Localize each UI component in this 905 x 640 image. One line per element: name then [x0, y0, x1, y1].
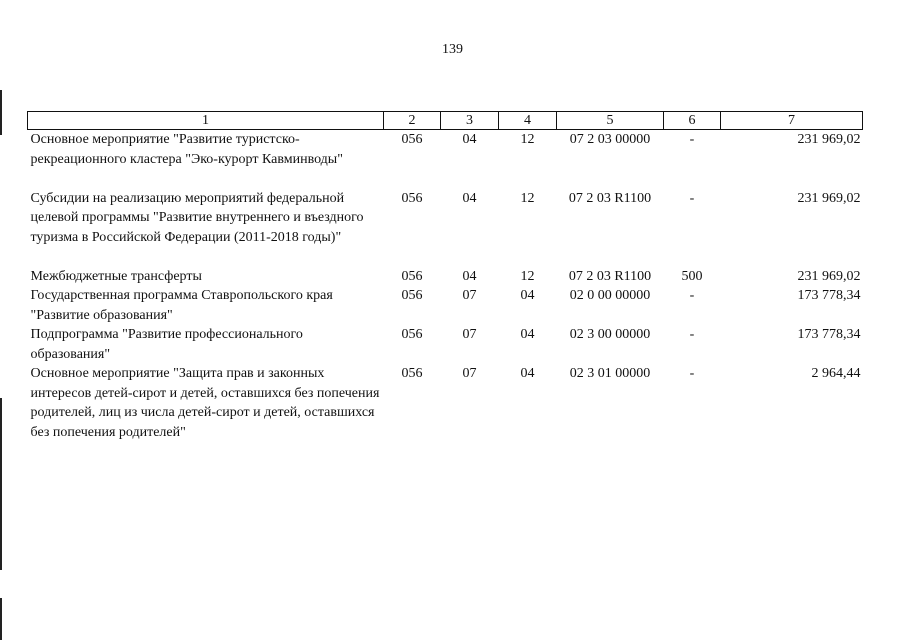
header-cell: 3 [441, 112, 499, 130]
row-code-ministry: 056 [401, 132, 423, 147]
row-name: Межбюджетные трансферты [30, 268, 202, 284]
row-code-target: 02 3 01 00000 [569, 366, 651, 381]
row-name: Подпрограмма "Развитие профессионального образования" [30, 327, 303, 362]
row-code-subsection: 04 [520, 288, 535, 303]
row-code-ministry: 056 [401, 288, 423, 303]
row-code-section: 04 [462, 268, 477, 284]
row-name: Основное мероприятие "Развитие туристско-рекреационного кластера "Эко-курорт Кавминводы" [30, 132, 343, 167]
table-row [28, 286, 863, 325]
header-cell: 4 [499, 112, 557, 130]
row-code-subsection: 12 [520, 190, 535, 206]
row-amount: 173 778,34 [797, 327, 861, 342]
row-code-ministry: 056 [401, 366, 423, 381]
row-name: Основное мероприятие "Защита прав и законных интересов детей-сирот и детей, оставшихся без попечения родителей, лиц из числа детей-сирот и детей, оставшихся без попечения родителей" [30, 366, 380, 440]
row-name: Государственная программа Ставропольского края "Развитие образования" [30, 288, 333, 323]
header-cell: 2 [384, 112, 441, 130]
row-amount: 231 969,02 [797, 190, 861, 206]
scan-edge-mark [0, 90, 2, 135]
row-amount: 231 969,02 [797, 268, 861, 284]
row-amount: 2 964,44 [811, 366, 861, 381]
row-code-ministry: 056 [401, 327, 423, 342]
row-code-target: 07 2 03 R1100 [568, 268, 652, 284]
scan-edge-mark [0, 398, 2, 570]
row-code-ministry: 056 [401, 268, 423, 284]
header-cell: 6 [664, 112, 721, 130]
row-code-expense-type: - [689, 190, 695, 206]
row-code-ministry: 056 [401, 190, 423, 206]
header-cell: 7 [721, 112, 863, 130]
row-code-expense-type: 500 [681, 268, 703, 284]
row-code-section: 04 [462, 132, 477, 147]
row-code-section: 07 [462, 327, 477, 342]
row-code-section: 07 [462, 288, 477, 303]
budget-table [27, 111, 863, 442]
row-amount: 231 969,02 [797, 132, 861, 147]
table-row [28, 325, 863, 364]
row-code-section: 07 [462, 366, 477, 381]
row-code-target: 07 2 03 R1100 [568, 190, 652, 206]
row-code-section: 04 [462, 190, 477, 206]
row-code-subsection: 12 [520, 268, 535, 284]
row-amount: 173 778,34 [797, 288, 861, 303]
table-row [28, 364, 863, 442]
row-code-expense-type: - [689, 366, 695, 381]
table-row [28, 189, 863, 267]
row-code-expense-type: - [689, 327, 695, 342]
table-row [28, 267, 863, 287]
row-code-target: 07 2 03 00000 [569, 132, 651, 147]
table-header-row [28, 112, 863, 130]
row-name: Субсидии на реализацию мероприятий федеральной целевой программы "Развитие внутреннего и въездного туризма в Российской Федерации (2011-2018 годы)" [30, 190, 364, 245]
table-row [28, 130, 863, 189]
row-code-expense-type: - [689, 288, 695, 303]
row-code-expense-type: - [689, 132, 695, 147]
page-number: 139 [442, 42, 463, 57]
header-cell: 1 [28, 112, 384, 130]
header-cell: 5 [557, 112, 664, 130]
row-code-subsection: 04 [520, 366, 535, 381]
row-code-target: 02 0 00 00000 [569, 288, 651, 303]
row-code-subsection: 04 [520, 327, 535, 342]
scan-edge-mark [0, 598, 2, 640]
row-code-subsection: 12 [520, 132, 535, 147]
row-code-target: 02 3 00 00000 [569, 327, 651, 342]
